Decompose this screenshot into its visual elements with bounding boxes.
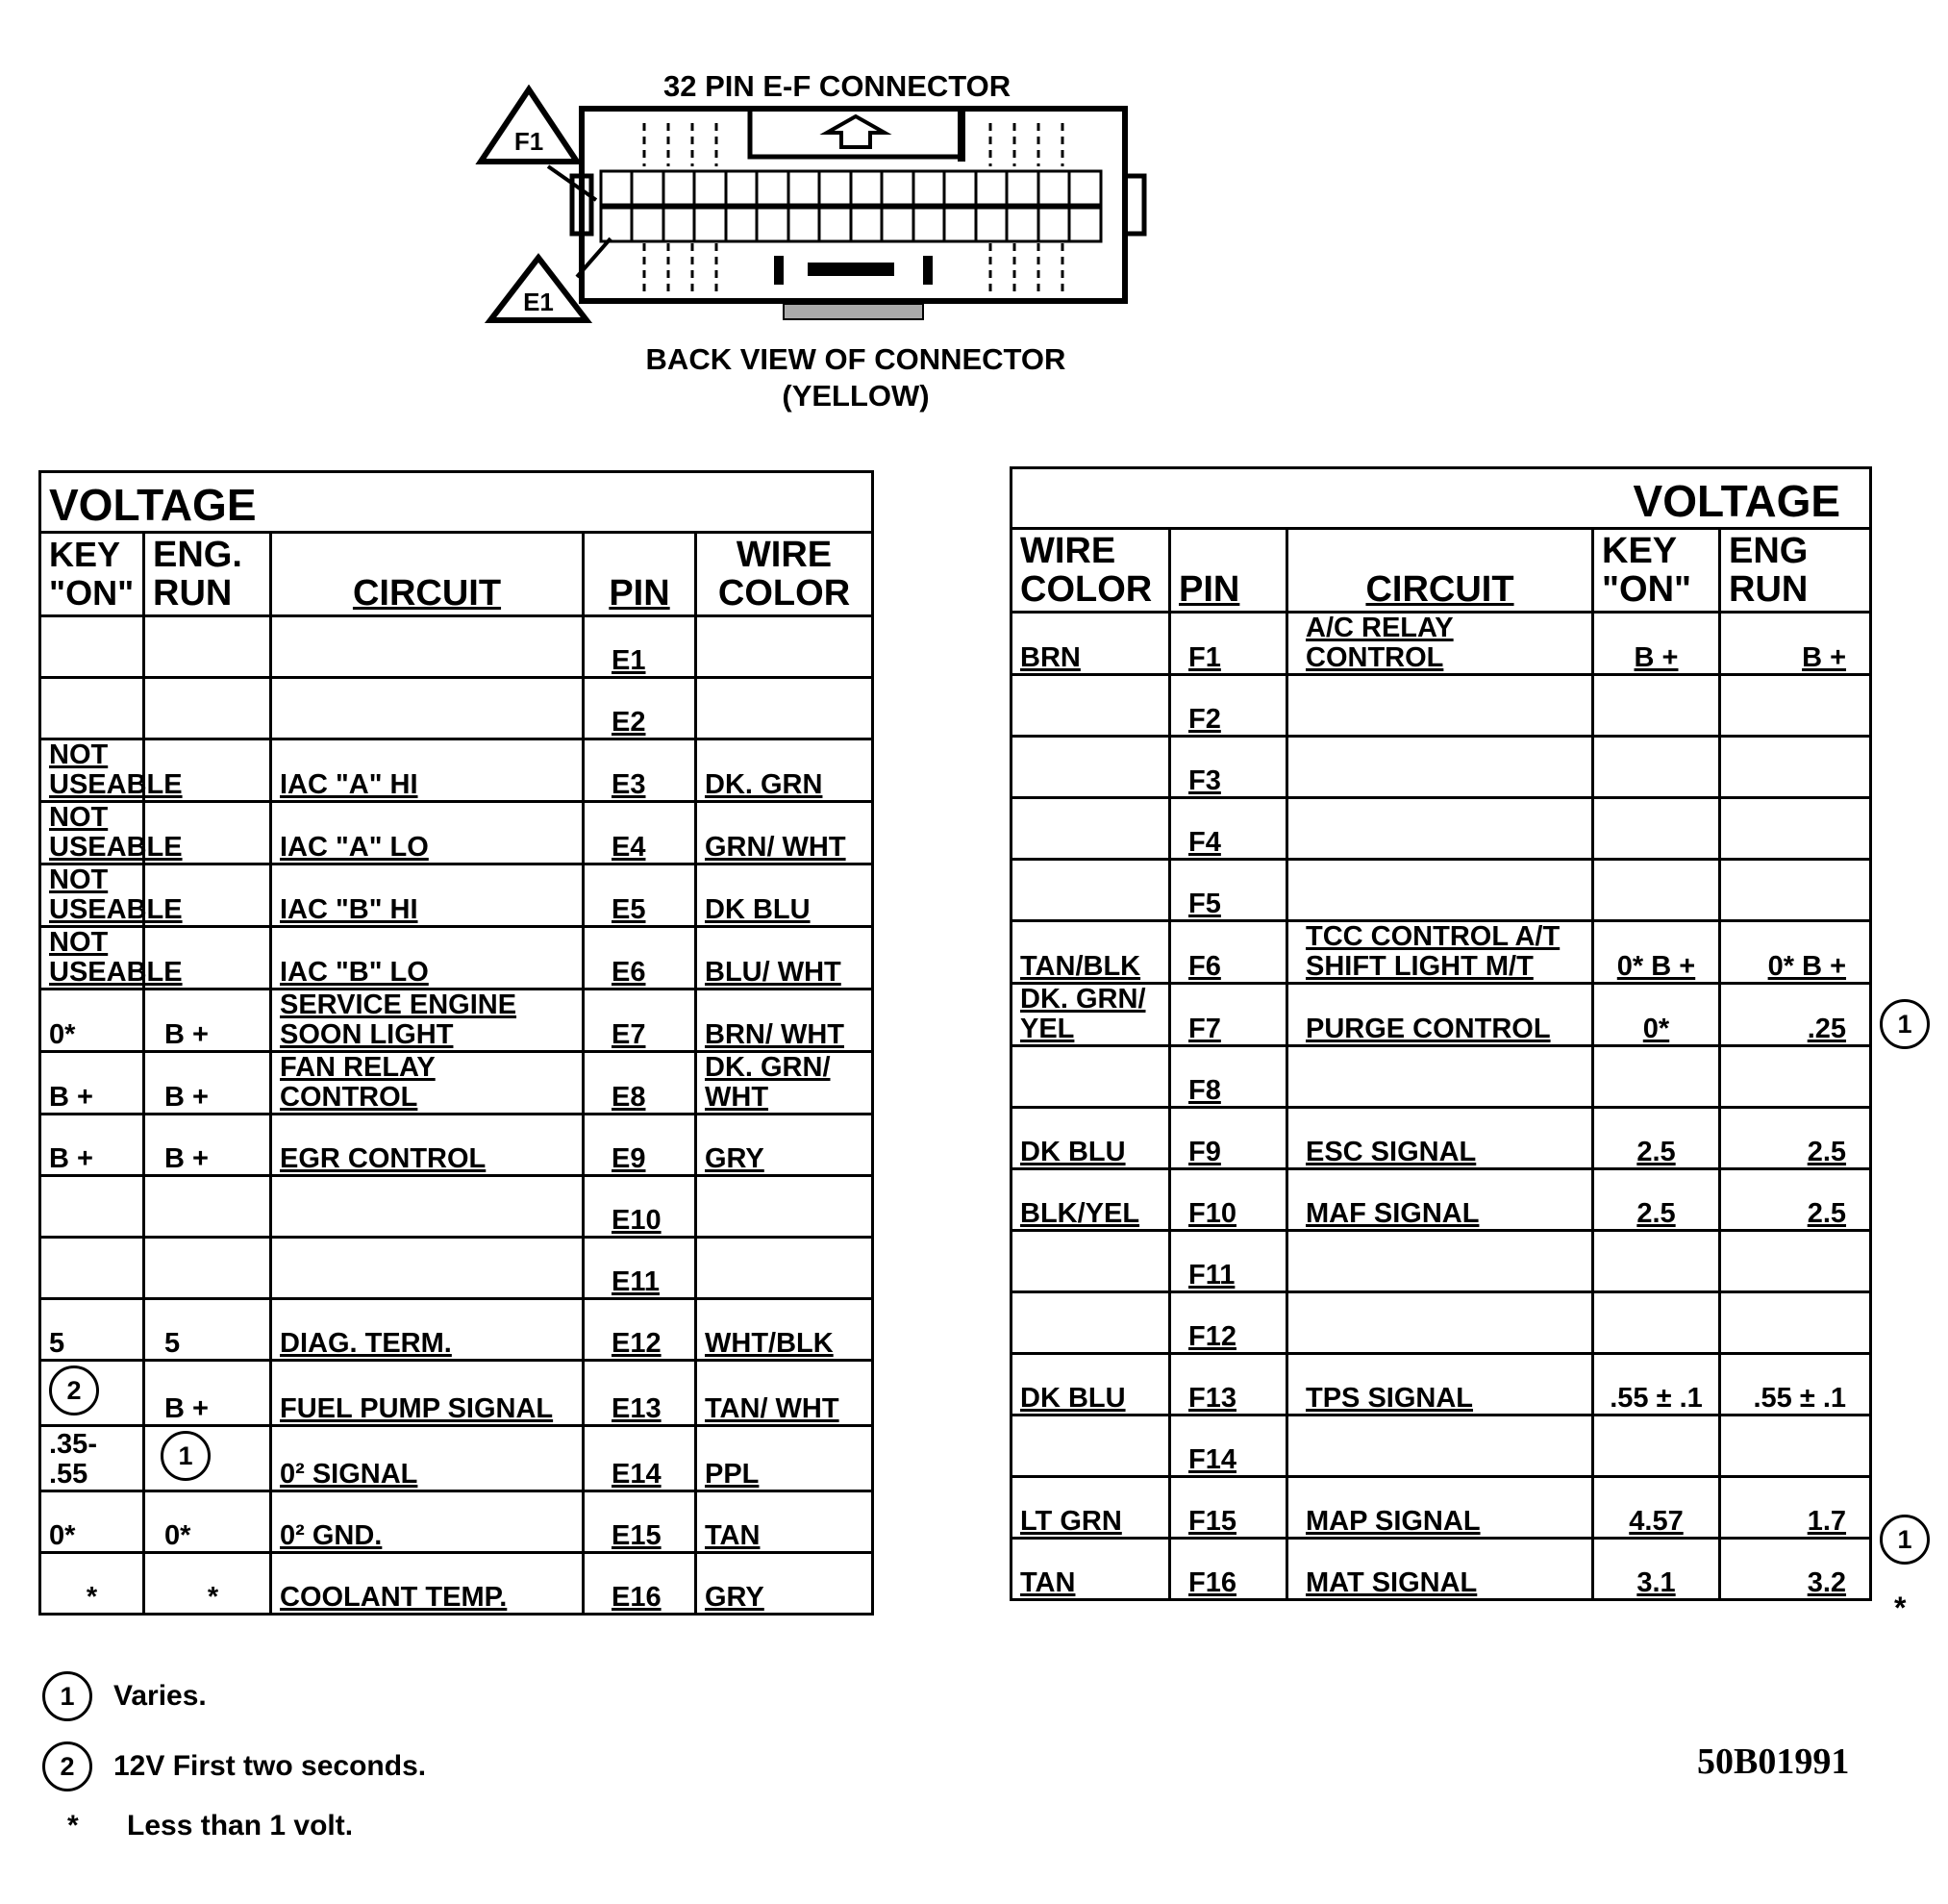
table-row <box>1011 1046 1871 1108</box>
cell-eng-run: 1.7 <box>1720 1477 1871 1539</box>
note-text: Less than 1 volt. <box>127 1810 354 1841</box>
table-row <box>1011 921 1871 984</box>
table-row <box>1011 675 1871 737</box>
cell-key-on: 0* <box>40 1491 144 1553</box>
table-row <box>40 1176 873 1238</box>
table-row <box>1011 1231 1871 1292</box>
cell-key-on <box>40 678 144 739</box>
table-row <box>1011 613 1871 675</box>
col-key-on: KEY "ON" <box>1593 529 1720 613</box>
cell-wire-color: GRY <box>696 1115 873 1176</box>
note-circle-icon: 1 <box>42 1671 92 1721</box>
table-row <box>40 1238 873 1299</box>
cell-wire-color: TAN <box>696 1491 873 1553</box>
cell-circuit: SERVICE ENGINE SOON LIGHT <box>271 990 584 1052</box>
cell-circuit: IAC "B" HI <box>271 864 584 927</box>
cell-pin: F7 <box>1170 984 1287 1046</box>
cell-pin: E12 <box>584 1299 696 1361</box>
note-text: Varies. <box>113 1680 207 1712</box>
cell-eng-run <box>1720 860 1871 921</box>
cell-pin: E14 <box>584 1426 696 1491</box>
col-wire-color: WIRE COLOR <box>1011 529 1170 613</box>
cell-eng-run <box>144 1238 271 1299</box>
cell-pin: F15 <box>1170 1477 1287 1539</box>
cell-circuit: IAC "A" LO <box>271 802 584 864</box>
cell-circuit: 0² GND. <box>271 1491 584 1553</box>
cell-circuit <box>1287 737 1593 798</box>
cell-pin: E6 <box>584 927 696 990</box>
cell-key-on: 5 <box>40 1299 144 1361</box>
cell-circuit <box>1287 675 1593 737</box>
cell-wire-color: GRY <box>696 1553 873 1615</box>
cell-wire-color <box>1011 1292 1170 1354</box>
table-row <box>40 1553 873 1615</box>
cell-eng-run <box>1720 1046 1871 1108</box>
cell-pin: E3 <box>584 739 696 802</box>
table-row <box>1011 737 1871 798</box>
asterisk-icon: * <box>1894 1591 1907 1625</box>
col-wire-color: WIRE COLOR <box>696 533 873 616</box>
col-circuit: CIRCUIT <box>271 533 584 616</box>
table-row <box>40 616 873 678</box>
cell-key-on: 4.57 <box>1593 1477 1720 1539</box>
cell-key-on: 2.5 <box>1593 1108 1720 1169</box>
figure-code: 50B01991 <box>1697 1741 1850 1782</box>
cell-pin: F6 <box>1170 921 1287 984</box>
cell-pin: F1 <box>1170 613 1287 675</box>
cell-eng-run <box>1720 1415 1871 1477</box>
table-row <box>40 1426 873 1491</box>
cell-circuit: EGR CONTROL <box>271 1115 584 1176</box>
cell-pin: E8 <box>584 1052 696 1115</box>
cell-wire-color <box>696 1238 873 1299</box>
cell-eng-run: 2.5 <box>1720 1108 1871 1169</box>
table-row <box>40 1299 873 1361</box>
cell-pin: F5 <box>1170 860 1287 921</box>
table-row <box>1011 860 1871 921</box>
voltage-header: VOLTAGE <box>1011 468 1871 529</box>
col-key-on: KEY "ON" <box>40 533 144 616</box>
cell-wire-color: BLK/YEL <box>1011 1169 1170 1231</box>
table-row <box>1011 1169 1871 1231</box>
cell-key-on <box>1593 1415 1720 1477</box>
cell-circuit: MAP SIGNAL <box>1287 1477 1593 1539</box>
table-row <box>1011 1477 1871 1539</box>
cell-eng-run: 1 <box>144 1426 271 1491</box>
cell-pin: E11 <box>584 1238 696 1299</box>
cell-pin: F11 <box>1170 1231 1287 1292</box>
table-row <box>40 990 873 1052</box>
cell-eng-run: B + <box>144 1361 271 1426</box>
asterisk-icon: * <box>67 1810 79 1841</box>
cell-key-on: .55 ± .1 <box>1593 1354 1720 1415</box>
note-circle-icon: 1 <box>1880 999 1930 1049</box>
table-row <box>40 1491 873 1553</box>
cell-wire-color <box>1011 798 1170 860</box>
col-eng-run: ENG. RUN <box>144 533 271 616</box>
cell-wire-color <box>696 616 873 678</box>
cell-key-on <box>1593 1046 1720 1108</box>
cell-key-on: B + <box>40 1052 144 1115</box>
cell-circuit <box>271 1176 584 1238</box>
cell-wire-color: DK BLU <box>696 864 873 927</box>
cell-wire-color: DK. GRN/ WHT <box>696 1052 873 1115</box>
cell-wire-color <box>696 678 873 739</box>
cell-pin: E1 <box>584 616 696 678</box>
cell-pin: E5 <box>584 864 696 927</box>
table-row <box>1011 1108 1871 1169</box>
cell-circuit <box>1287 860 1593 921</box>
cell-pin: F12 <box>1170 1292 1287 1354</box>
cell-key-on <box>1593 737 1720 798</box>
cell-circuit: A/C RELAY CONTROL <box>1287 613 1593 675</box>
col-circuit: CIRCUIT <box>1287 529 1593 613</box>
connector-title: 32 PIN E-F CONNECTOR <box>663 69 1011 103</box>
cell-eng-run <box>144 616 271 678</box>
cell-key-on <box>1593 860 1720 921</box>
cell-eng-run: 0* <box>144 1491 271 1553</box>
caption-line-1: BACK VIEW OF CONNECTOR <box>645 342 1066 376</box>
cell-eng-run: * <box>144 1553 271 1615</box>
cell-pin: E7 <box>584 990 696 1052</box>
cell-key-on: 0* B + <box>1593 921 1720 984</box>
cell-eng-run <box>144 1176 271 1238</box>
col-pin: PIN <box>1170 529 1287 613</box>
cell-circuit: 0² SIGNAL <box>271 1426 584 1491</box>
table-row <box>1011 1292 1871 1354</box>
cell-wire-color: GRN/ WHT <box>696 802 873 864</box>
col-eng-run: ENG RUN <box>1720 529 1871 613</box>
cell-eng-run: B + <box>144 1115 271 1176</box>
left-voltage-table <box>38 470 874 1616</box>
table-row <box>40 802 873 864</box>
cell-key-on: 3.1 <box>1593 1539 1720 1600</box>
cell-circuit: ESC SIGNAL <box>1287 1108 1593 1169</box>
label-f1: F1 <box>513 127 544 156</box>
cell-wire-color: DK. GRN/ YEL <box>1011 984 1170 1046</box>
cell-key-on: NOT USEABLE <box>40 864 144 927</box>
cell-eng-run: .55 ± .1 <box>1720 1354 1871 1415</box>
cell-circuit: TCC CONTROL A/T SHIFT LIGHT M/T <box>1287 921 1593 984</box>
cell-eng-run: B + <box>1720 613 1871 675</box>
cell-circuit <box>1287 1231 1593 1292</box>
cell-wire-color: LT GRN <box>1011 1477 1170 1539</box>
cell-eng-run: 0* B + <box>1720 921 1871 984</box>
cell-key-on <box>40 616 144 678</box>
table-row <box>1011 1354 1871 1415</box>
cell-wire-color: TAN/ WHT <box>696 1361 873 1426</box>
table-row <box>40 739 873 802</box>
table-row <box>1011 1539 1871 1600</box>
cell-pin: E9 <box>584 1115 696 1176</box>
cell-circuit <box>1287 798 1593 860</box>
cell-key-on <box>1593 1292 1720 1354</box>
cell-key-on: B + <box>40 1115 144 1176</box>
cell-key-on-note-circle: 2 <box>40 1361 144 1426</box>
cell-wire-color: BLU/ WHT <box>696 927 873 990</box>
cell-key-on <box>40 1238 144 1299</box>
cell-circuit: FAN RELAY CONTROL <box>271 1052 584 1115</box>
up-arrow-icon <box>827 116 885 147</box>
cell-wire-color <box>1011 1415 1170 1477</box>
cell-circuit: FUEL PUMP SIGNAL <box>271 1361 584 1426</box>
cell-pin: F16 <box>1170 1539 1287 1600</box>
label-e1: E1 <box>523 288 554 316</box>
cell-wire-color: DK BLU <box>1011 1354 1170 1415</box>
cell-pin: E2 <box>584 678 696 739</box>
cell-pin: E4 <box>584 802 696 864</box>
cell-key-on: .35- .55 <box>40 1426 144 1491</box>
table-row <box>1011 984 1871 1046</box>
cell-key-on: 0* <box>1593 984 1720 1046</box>
cell-pin: E16 <box>584 1553 696 1615</box>
cell-wire-color: BRN <box>1011 613 1170 675</box>
note-circle-icon: 2 <box>42 1741 92 1791</box>
cell-pin: F8 <box>1170 1046 1287 1108</box>
cell-key-on: 2.5 <box>1593 1169 1720 1231</box>
cell-key-on <box>40 1176 144 1238</box>
cell-wire-color <box>696 1176 873 1238</box>
cell-circuit: TPS SIGNAL <box>1287 1354 1593 1415</box>
cell-wire-color: TAN/BLK <box>1011 921 1170 984</box>
cell-key-on <box>1593 798 1720 860</box>
cell-eng-run: B + <box>144 990 271 1052</box>
cell-eng-run <box>1720 1292 1871 1354</box>
cell-pin: F9 <box>1170 1108 1287 1169</box>
cell-circuit: IAC "A" HI <box>271 739 584 802</box>
cell-wire-color <box>1011 675 1170 737</box>
cell-circuit: MAF SIGNAL <box>1287 1169 1593 1231</box>
connector-caption <box>635 341 1077 414</box>
cell-wire-color <box>1011 860 1170 921</box>
cell-circuit <box>1287 1292 1593 1354</box>
cell-pin: E15 <box>584 1491 696 1553</box>
cell-wire-color <box>1011 1231 1170 1292</box>
cell-pin: E13 <box>584 1361 696 1426</box>
cell-circuit: PURGE CONTROL <box>1287 984 1593 1046</box>
cell-circuit: DIAG. TERM. <box>271 1299 584 1361</box>
cell-eng-run <box>144 678 271 739</box>
cell-wire-color: DK BLU <box>1011 1108 1170 1169</box>
table-row <box>1011 1415 1871 1477</box>
cell-wire-color <box>1011 737 1170 798</box>
cell-circuit <box>1287 1046 1593 1108</box>
warning-triangle-icon <box>481 89 577 162</box>
cell-circuit: IAC "B" LO <box>271 927 584 990</box>
cell-eng-run <box>1720 798 1871 860</box>
warning-triangle-icon <box>490 258 587 320</box>
note-text: 12V First two seconds. <box>113 1750 427 1782</box>
cell-pin: F10 <box>1170 1169 1287 1231</box>
note-circle-icon: 1 <box>1880 1515 1930 1565</box>
cell-wire-color: WHT/BLK <box>696 1299 873 1361</box>
cell-wire-color: TAN <box>1011 1539 1170 1600</box>
table-row <box>40 1052 873 1115</box>
cell-eng-run: 2.5 <box>1720 1169 1871 1231</box>
voltage-header: VOLTAGE <box>40 472 873 533</box>
col-pin: PIN <box>584 533 696 616</box>
cell-key-on: 0* <box>40 990 144 1052</box>
cell-key-on: NOT USEABLE <box>40 802 144 864</box>
legend-note-2 <box>42 1741 426 1791</box>
cell-wire-color: DK. GRN <box>696 739 873 802</box>
cell-key-on: NOT USEABLE <box>40 927 144 990</box>
cell-circuit <box>271 1238 584 1299</box>
cell-key-on: * <box>40 1553 144 1615</box>
table-row <box>40 678 873 739</box>
cell-pin: F4 <box>1170 798 1287 860</box>
cell-eng-run: B + <box>144 1052 271 1115</box>
cell-key-on <box>1593 675 1720 737</box>
caption-line-2: (YELLOW) <box>782 379 930 413</box>
cell-pin: F3 <box>1170 737 1287 798</box>
cell-eng-run: .25 <box>1720 984 1871 1046</box>
cell-circuit <box>1287 1415 1593 1477</box>
table-row <box>40 1115 873 1176</box>
cell-wire-color <box>1011 1046 1170 1108</box>
legend-note-1 <box>42 1671 207 1721</box>
connector-diagram <box>471 85 1163 335</box>
legend-note-3 <box>67 1810 353 1842</box>
cell-key-on: B + <box>1593 613 1720 675</box>
cell-pin: F13 <box>1170 1354 1287 1415</box>
cell-pin: F14 <box>1170 1415 1287 1477</box>
table-row <box>40 927 873 990</box>
cell-eng-run: 3.2 <box>1720 1539 1871 1600</box>
cell-eng-run <box>1720 675 1871 737</box>
table-row <box>40 864 873 927</box>
cell-eng-run <box>1720 737 1871 798</box>
cell-eng-run: 5 <box>144 1299 271 1361</box>
table-row <box>1011 798 1871 860</box>
cell-circuit <box>271 616 584 678</box>
right-voltage-table <box>1010 466 1872 1601</box>
table-row <box>40 1361 873 1426</box>
cell-eng-run <box>1720 1231 1871 1292</box>
cell-circuit <box>271 678 584 739</box>
cell-wire-color: PPL <box>696 1426 873 1491</box>
cell-circuit: MAT SIGNAL <box>1287 1539 1593 1600</box>
cell-circuit: COOLANT TEMP. <box>271 1553 584 1615</box>
cell-pin: F2 <box>1170 675 1287 737</box>
cell-key-on <box>1593 1231 1720 1292</box>
cell-pin: E10 <box>584 1176 696 1238</box>
cell-wire-color: BRN/ WHT <box>696 990 873 1052</box>
cell-key-on: NOT USEABLE <box>40 739 144 802</box>
